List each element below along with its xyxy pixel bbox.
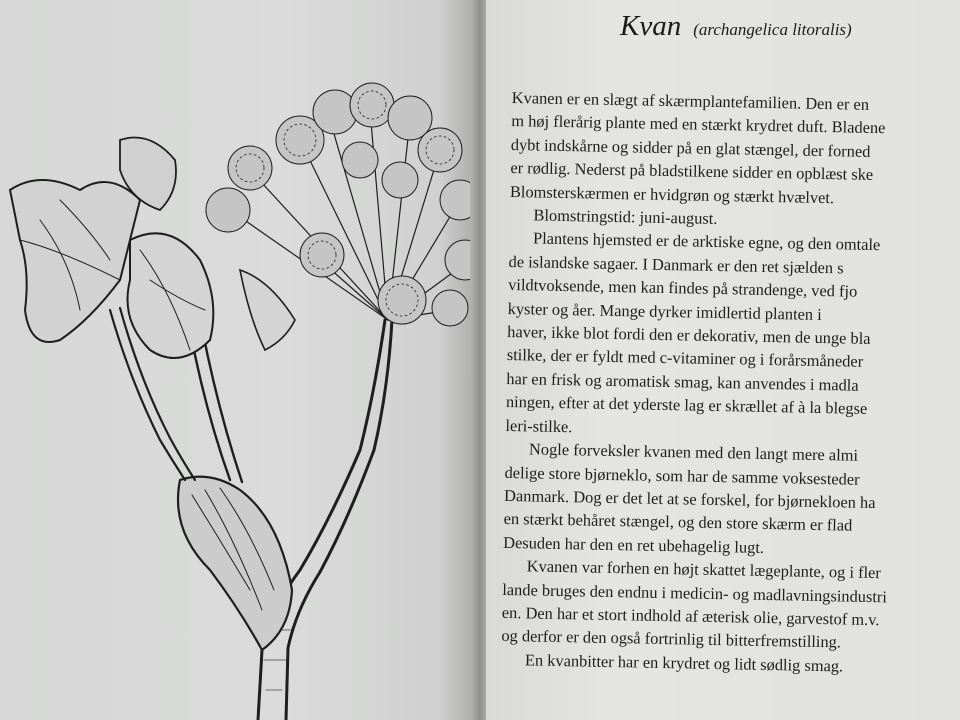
text-line: ningen, efter at det yderste lag er skrællet af à la blegse <box>505 392 868 419</box>
text-line: en stærkt behåret stængel, og den store skærm er flad <box>503 509 853 535</box>
text-line: Blomstringstid: juni-august. <box>533 205 718 228</box>
text-line: haver, ikke blot fordi den er dekorativ, men de unge bla <box>507 322 871 348</box>
page-title <box>620 10 852 43</box>
text-line: Kvanen er en slægt af skærmplantefamilien. Den er en <box>511 87 870 114</box>
text-line: de islandske sagaer. I Danmark er den ret sjælden s <box>508 251 844 278</box>
text-line: Plantens hjemsted er de arktiske egne, og den omtale <box>532 228 881 255</box>
text-line: og derfor er den også fortrinlig til bitterfremstilling. <box>501 626 842 652</box>
text-line: m høj flerårig plante med en stærkt krydret duft. Bladene <box>511 111 886 138</box>
left-page <box>0 0 478 720</box>
text-line: har en frisk og aromatisk smag, kan anvendes i madla <box>506 368 859 395</box>
text-line: dybt indskårne og sidder på en glat stængel, der forned <box>510 134 871 161</box>
title-latin-name: (archangelica litoralis) <box>693 20 852 39</box>
text-line: Kvanen var forhen en højt skattet lægeplante, og i fler <box>526 556 882 583</box>
text-line: Nogle forveksler kvanen med den langt mere almi <box>528 439 859 465</box>
text-line: Blomsterskærmen er hvidgrøn og stærkt hvælvet. <box>509 181 835 207</box>
text-line: En kvanbitter har en krydret og lidt sødlig smag. <box>524 650 844 676</box>
article-body <box>501 86 960 681</box>
text-line: Danmark. Dog er det let at se forskel, for bjørnekloen ha <box>503 485 876 512</box>
angelica-plant-illustration <box>0 50 480 720</box>
text-line: en. Den har et stort indhold af æterisk olie, garvestof m.v. <box>501 602 880 630</box>
text-line: kyster og åer. Mange dyrker imidlertid planten i <box>507 298 822 324</box>
text-line: leri-stilke. <box>505 415 573 436</box>
text-line: er rødlig. Nederst på bladstilkene sidder en opblæst ske <box>510 158 874 185</box>
text-line: lande bruges den endnu i medicin- og madlavningsindustri <box>502 579 888 606</box>
text-line: delige store bjørneklo, som har de samme voksesteder <box>504 462 860 489</box>
text-line: vildtvoksende, men kan findes på strandenge, ved fjo <box>508 275 858 301</box>
text-line: Desuden har den en ret ubehagelig lugt. <box>503 532 765 557</box>
title-main: Kvan <box>620 10 682 42</box>
text-line: stilke, der er fyldt med c-vitaminer og i forårsmåneder <box>506 345 864 372</box>
right-page <box>486 0 960 720</box>
